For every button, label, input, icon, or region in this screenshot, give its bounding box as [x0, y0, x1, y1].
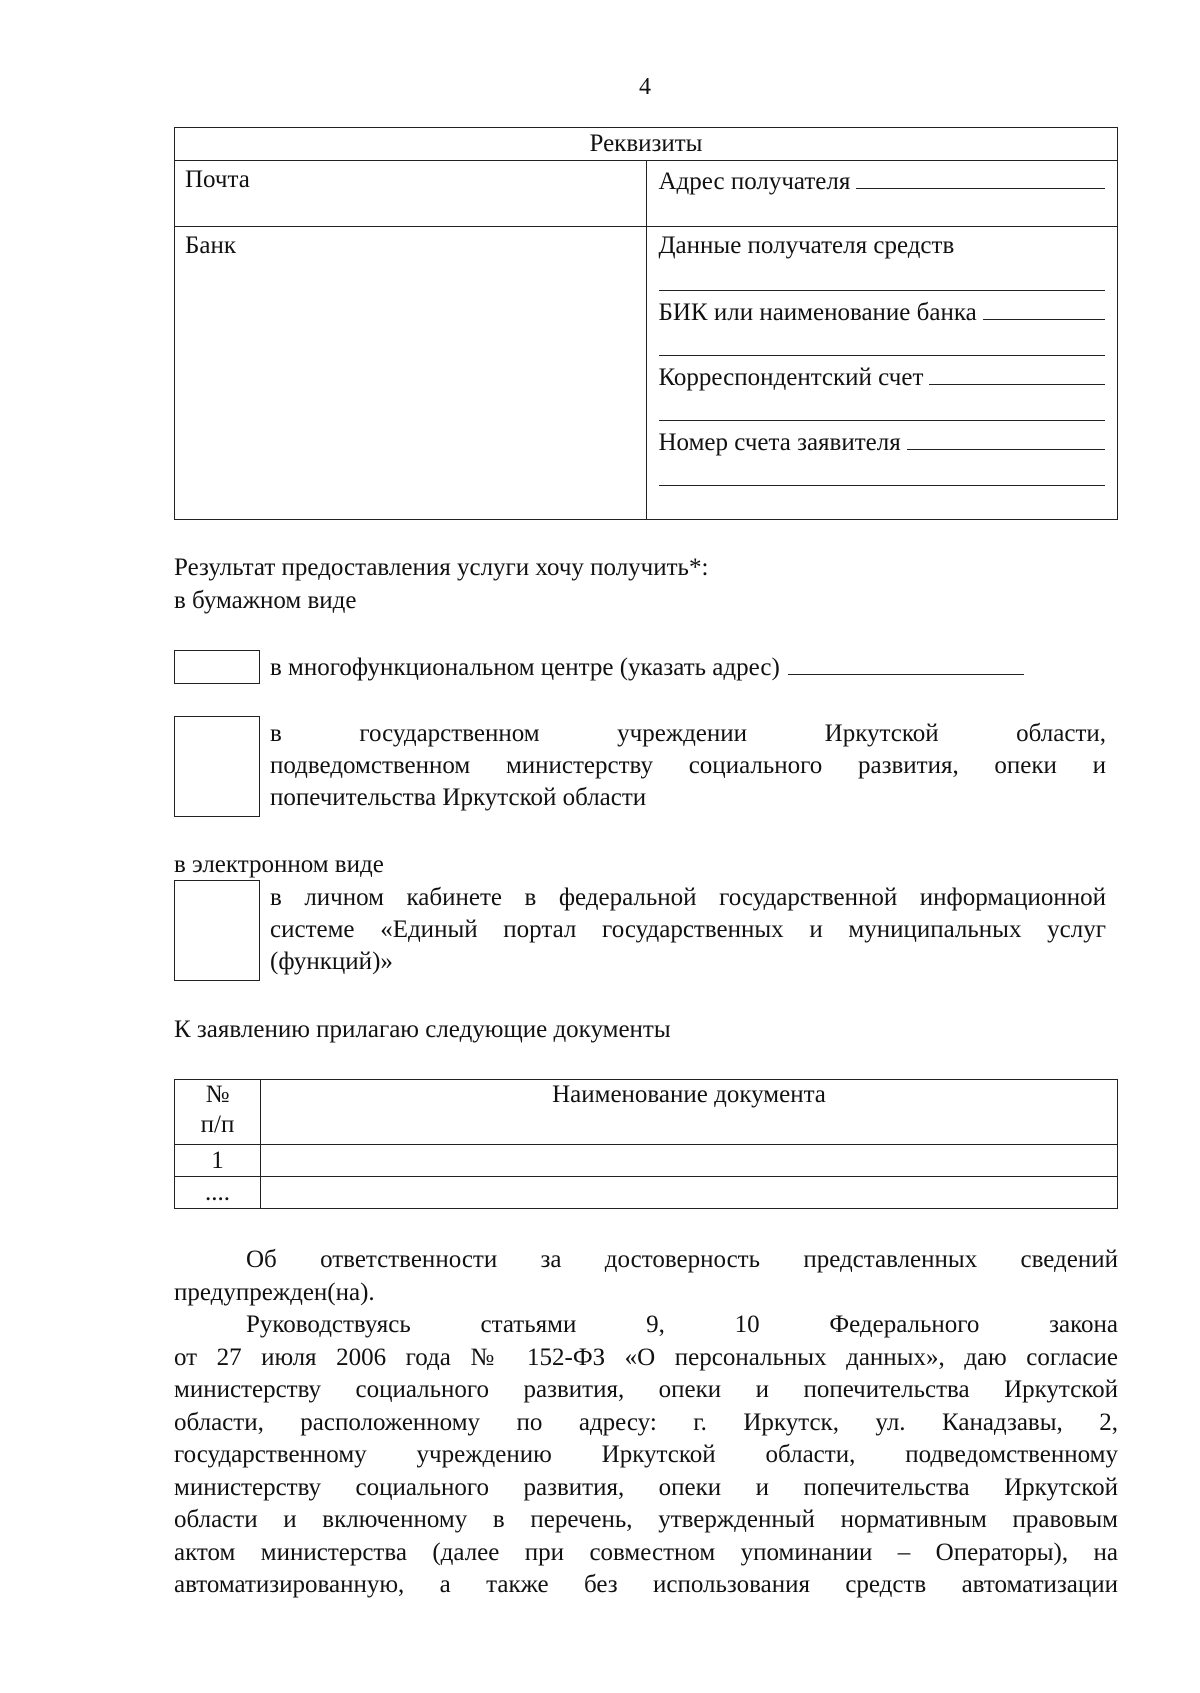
portal-option-line: (функций)»: [270, 948, 393, 975]
applicant-account-field[interactable]: [659, 427, 1106, 457]
correspondent-account-field[interactable]: [659, 362, 1106, 392]
doc-row-number: ....: [175, 1177, 261, 1209]
institution-option: [270, 718, 1106, 814]
paragraph-line: области и включенному в перечень, утвержденный нормативным правовым: [174, 1506, 1118, 1533]
mail-label: Почта: [175, 161, 647, 227]
paragraph-line: предупрежден(на).: [174, 1278, 375, 1306]
responsibility-paragraph: [174, 1244, 1118, 1309]
recipient-data-label: Данные получателя средств: [658, 232, 955, 259]
paragraph-line: автоматизированную, а также без использования средств автоматизации: [174, 1571, 1118, 1598]
applicant-account-extra-blank[interactable]: [659, 457, 1106, 486]
bik-blank[interactable]: [983, 297, 1105, 320]
bik-label: БИК или наименование банка: [658, 299, 977, 326]
col-name-header: Наименование документа: [261, 1080, 1118, 1145]
recipient-data-label-row: [659, 232, 1106, 262]
correspondent-account-label: Корреспондентский счет: [658, 364, 924, 391]
mfc-address-blank[interactable]: [788, 652, 1024, 675]
paragraph-line: государственному учреждению Иркутской области, подведомственному: [174, 1441, 1118, 1468]
documents-table: [174, 1079, 1118, 1209]
recipient-address-label: Адрес получателя: [658, 168, 851, 195]
bik-field[interactable]: [659, 297, 1106, 327]
applicant-account-blank[interactable]: [907, 427, 1105, 450]
correspondent-account-blank[interactable]: [929, 362, 1105, 385]
col-number-line2: п/п: [200, 1111, 235, 1138]
recipient-address-field[interactable]: [659, 166, 1106, 196]
electronic-label: в электронном виде: [174, 851, 384, 878]
page-number: 4: [639, 74, 651, 100]
institution-checkbox[interactable]: [174, 716, 260, 817]
requisites-title: Реквизиты: [175, 128, 1118, 161]
bik-extra-blank[interactable]: [659, 327, 1106, 356]
portal-option-line: в личном кабинете в федеральной государственной информационной: [270, 884, 1106, 911]
portal-option-line: системе «Единый портал государственных и муниципальных услуг: [270, 916, 1106, 943]
mfc-option: [270, 652, 1106, 684]
col-number-header: [175, 1080, 261, 1145]
institution-option-line: подведомственном министерству социального развития, опеки и: [270, 752, 1106, 779]
recipient-address-blank[interactable]: [856, 166, 1105, 189]
documents-heading: К заявлению прилагаю следующие документы: [174, 1016, 671, 1043]
paragraph-line: актом министерства (далее при совместном упоминании – Операторы), на: [174, 1538, 1118, 1566]
consent-paragraph: [174, 1309, 1118, 1602]
paragraph-line: Руководствуясь статьями 9, 10 Федерального закона: [246, 1311, 1118, 1338]
result-heading: Результат предоставления услуги хочу получить*:: [174, 554, 709, 581]
doc-row-number: 1: [175, 1145, 261, 1177]
paragraph-line: области, расположенному по адресу: г. Иркутск, ул. Канадзавы, 2,: [174, 1408, 1118, 1436]
paragraph-line: министерству социального развития, опеки и попечительства Иркутской: [174, 1473, 1118, 1501]
applicant-account-label: Номер счета заявителя: [658, 429, 901, 456]
paper-label: в бумажном виде: [174, 587, 357, 614]
mfc-option-label: в многофункциональном центре (указать адрес): [270, 654, 780, 681]
institution-option-line: попечительства Иркутской области: [270, 784, 647, 811]
mail-fields: [646, 161, 1118, 227]
mfc-checkbox[interactable]: [174, 650, 260, 684]
doc-row-name[interactable]: [261, 1145, 1118, 1177]
doc-row-name[interactable]: [261, 1177, 1118, 1209]
recipient-data-blank[interactable]: [659, 262, 1106, 291]
portal-option: [270, 882, 1106, 978]
correspondent-account-extra-blank[interactable]: [659, 392, 1106, 421]
paragraph-line: от 27 июля 2006 года № 152-ФЗ «О персональных данных», даю согласие: [174, 1343, 1118, 1371]
col-number-line1: №: [205, 1081, 230, 1108]
portal-checkbox[interactable]: [174, 880, 260, 981]
paragraph-line: министерству социального развития, опеки и попечительства Иркутской: [174, 1376, 1118, 1403]
bank-fields: [646, 227, 1118, 520]
institution-option-line: в государственном учреждении Иркутской области,: [270, 720, 1106, 747]
paragraph-line: Об ответственности за достоверность представленных сведений: [246, 1246, 1118, 1273]
bank-label: Банк: [175, 227, 647, 520]
requisites-table: [174, 127, 1118, 520]
